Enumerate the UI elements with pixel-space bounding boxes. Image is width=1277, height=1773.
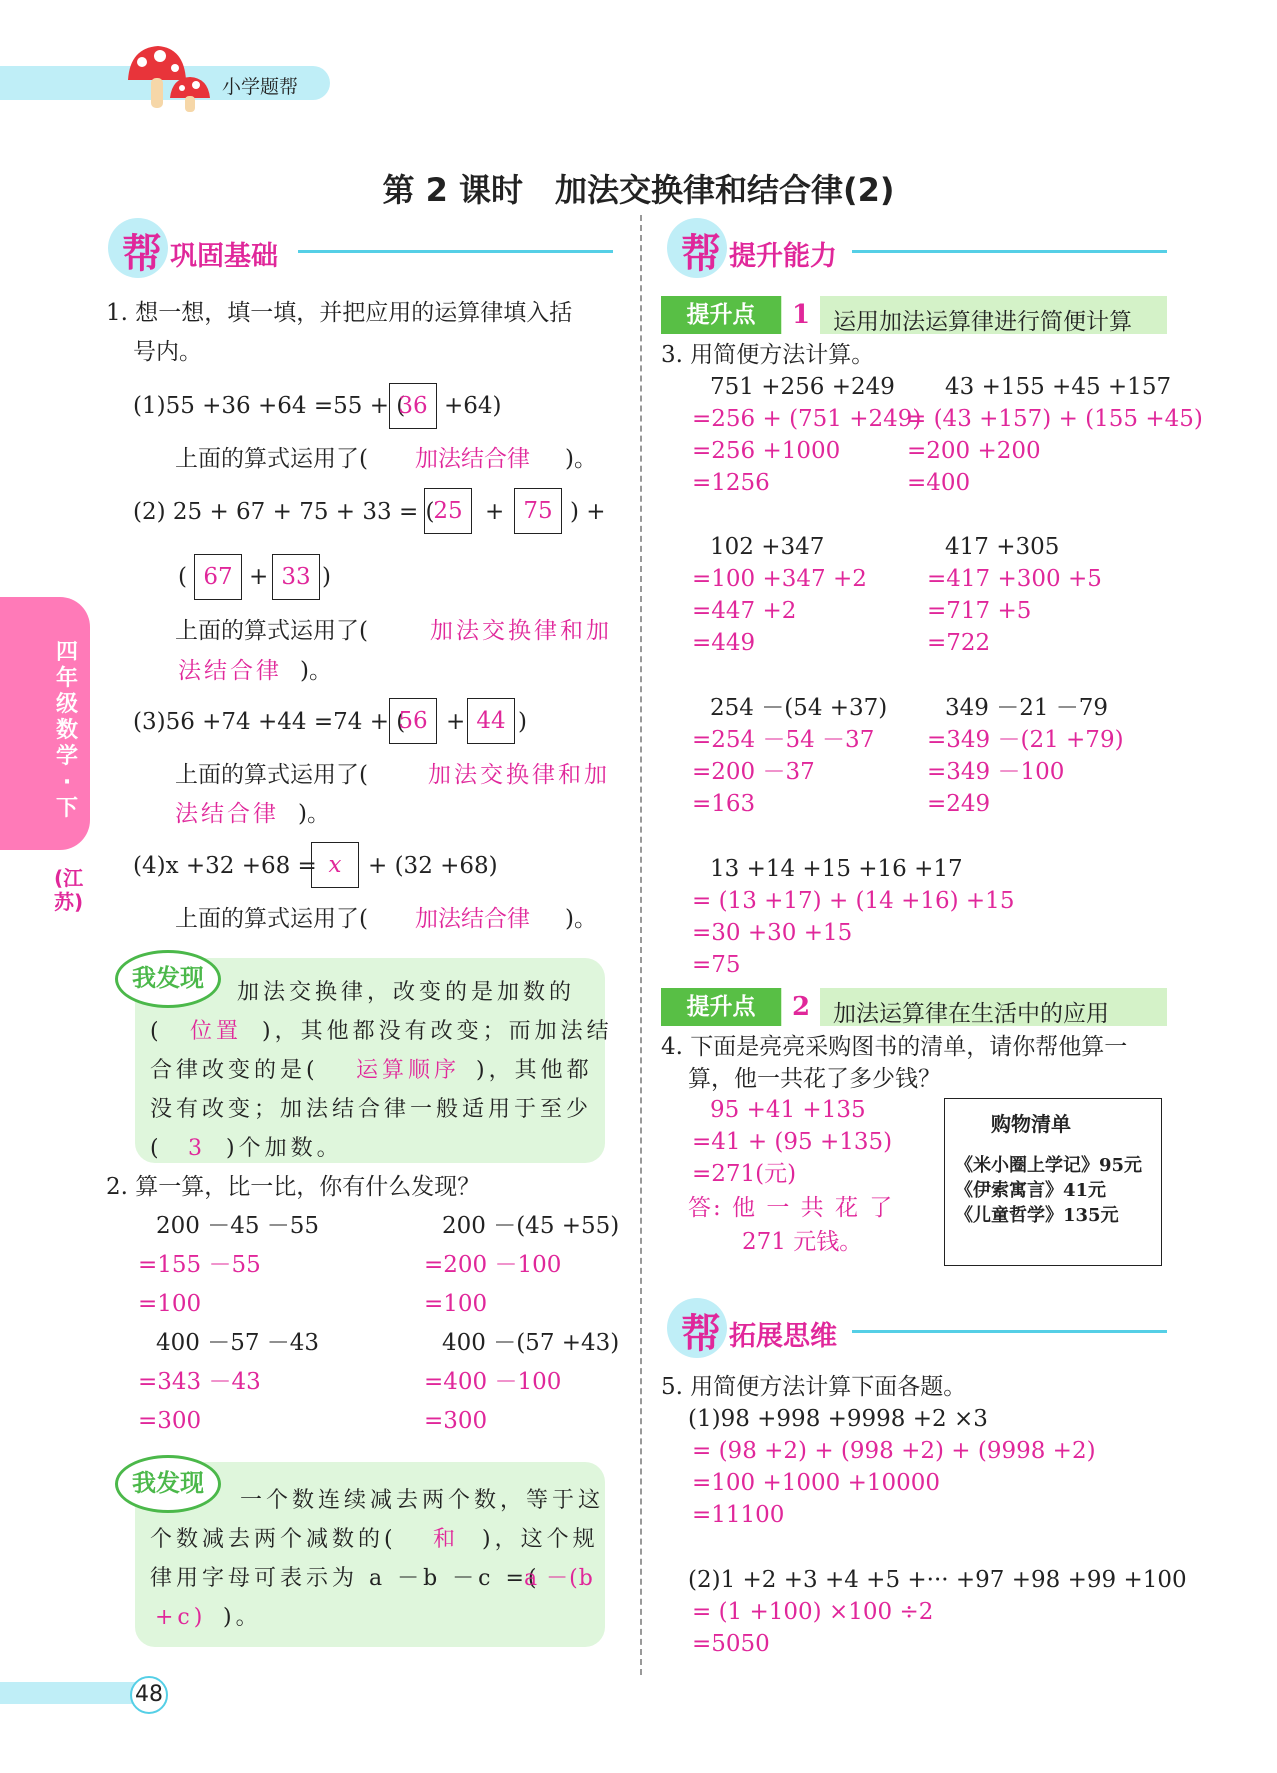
q1-p2-plus: +: [485, 499, 505, 525]
disc2-answer-formula-cont: +c): [155, 1605, 207, 1630]
disc2-line2-rest: )，这个规: [482, 1527, 599, 1552]
q1-p2-box3: 67: [194, 554, 242, 600]
section-badge-char: 帮: [681, 1311, 721, 1357]
section-header-basic: [108, 218, 613, 278]
disc2-answer-sum: 和: [433, 1527, 460, 1552]
q5-p2-step1: = (1 +100) ×100 ÷2: [692, 1599, 934, 1625]
disc1-answer-position: 位置: [190, 1019, 243, 1044]
section-rule: [298, 250, 613, 253]
q1-p2-box4: 33: [272, 554, 320, 600]
discovery-badge-1: 我发现: [115, 950, 221, 1008]
tisheng-text: 加法运算律在生活中的应用: [833, 1001, 1109, 1027]
q3-g-step3: =75: [692, 952, 741, 978]
q2-c-expr: 400 －57 －43: [156, 1330, 320, 1356]
q3-c-expr: 102 +347: [710, 534, 825, 560]
q2-a-step1: =155 －55: [138, 1252, 261, 1278]
q1-p3-close: ): [518, 709, 527, 735]
q3-a-step1: =256 + (751 +249): [692, 406, 922, 432]
q1-p1-lead: 上面的算式运用了(: [175, 446, 368, 472]
q1-p2-close2: ): [322, 564, 331, 590]
disc1-line4: 没有改变；加法结合律一般适用于至少: [150, 1097, 593, 1122]
q3-g-expr: 13 +14 +15 +16 +17: [710, 856, 963, 882]
q3-a-step3: =1256: [692, 470, 770, 496]
q2-a-expr: 200 －45 －55: [156, 1213, 320, 1239]
q1-stem-cont: 号内。: [133, 339, 202, 365]
page-title: 第 2 课时 加法交换律和结合律(2): [382, 171, 895, 209]
q1-p4-lead: 上面的算式运用了(: [175, 906, 368, 932]
q1-p2-box2: 75: [514, 488, 562, 534]
shopping-list: [944, 1098, 1162, 1266]
q1-p2-plus2: +: [249, 564, 269, 590]
tisheng-label: 提升点: [661, 988, 781, 1026]
disc1-line5-open: (: [150, 1136, 163, 1161]
q1-p2-close: ) +: [570, 499, 606, 525]
shopping-item-3: 《儿童哲学》135元: [955, 1205, 1119, 1226]
disc2-line3-lead: 律用字母可表示为 a －b －c =(: [150, 1566, 541, 1591]
disc1-line3-lead: 合律改变的是(: [150, 1058, 319, 1083]
q5-p1-step2: =100 +1000 +10000: [692, 1470, 941, 1496]
q3-b-step2: =200 +200: [907, 438, 1041, 464]
section-rule: [852, 250, 1167, 253]
q1-p1-expr-tail: +64): [444, 393, 502, 419]
section-badge-char: 帮: [122, 231, 162, 277]
shopping-item-2: 《伊索寓言》41元: [955, 1180, 1107, 1201]
q1-p2-tail: )。: [300, 658, 332, 684]
disc2-line4-rest: )。: [223, 1605, 262, 1630]
q1-p4-box: x: [311, 842, 359, 888]
q3-d-step1: =417 +300 +5: [927, 566, 1102, 592]
q3-f-step3: =249: [927, 791, 991, 817]
q1-p3-expr: (3)56 +74 +44 =74 + (: [133, 709, 406, 735]
q3-g-step2: =30 +30 +15: [692, 920, 853, 946]
q3-f-step1: =349 －(21 +79): [927, 727, 1124, 753]
q4-step1: 95 +41 +135: [710, 1097, 866, 1123]
q1-stem: 1. 想一想，填一填，并把应用的运算律填入括: [106, 300, 573, 326]
q5-p2-step2: =5050: [692, 1631, 770, 1657]
q3-d-expr: 417 +305: [945, 534, 1060, 560]
shopping-item-1: 《米小圈上学记》95元: [955, 1155, 1143, 1176]
discovery-badge-2: 我发现: [115, 1455, 221, 1513]
q4-answer-cont: 271 元钱。: [742, 1229, 863, 1255]
disc2-line2-lead: 个数减去两个减数的(: [150, 1527, 397, 1552]
q1-p3-answer: 加法交换律和加: [428, 762, 610, 788]
q3-c-step2: =447 +2: [692, 598, 797, 624]
q2-d-expr: 400 －(57 +43): [442, 1330, 620, 1356]
section-badge-char: 帮: [681, 231, 721, 277]
q5-p1-step1: = (98 +2) + (998 +2) + (9998 +2): [692, 1438, 1096, 1464]
q3-e-step1: =254 －54 －37: [692, 727, 875, 753]
q3-e-step3: =163: [692, 791, 756, 817]
q1-p2-expr: (2) 25 + 67 + 75 + 33 = (: [133, 499, 435, 525]
q1-p2-open: (: [178, 564, 187, 590]
q1-p3-tail: )。: [298, 801, 330, 827]
q1-p4-expr: (4)x +32 +68 =: [133, 853, 317, 879]
q3-a-expr: 751 +256 +249: [710, 374, 895, 400]
tisheng-label: 提升点: [661, 296, 781, 334]
q1-p4-answer: 加法结合律: [415, 906, 530, 932]
q2-d-step1: =400 －100: [424, 1369, 562, 1395]
tisheng-number: 1: [782, 296, 820, 334]
disc1-line3-rest: )，其他都: [476, 1058, 593, 1083]
section-title: 拓展思维: [729, 1321, 837, 1352]
q2-b-step1: =200 －100: [424, 1252, 562, 1278]
q4-step2: =41 + (95 +135): [692, 1129, 893, 1155]
q3-g-step1: = (13 +17) + (14 +16) +15: [692, 888, 1015, 914]
page-number: 48: [130, 1676, 168, 1714]
q3-c-step3: =449: [692, 630, 756, 656]
q2-c-step2: =300: [138, 1408, 202, 1434]
q1-p3-plus: +: [446, 709, 466, 735]
q1-p1-answer: 加法结合律: [415, 446, 530, 472]
q3-f-expr: 349 －21 －79: [945, 695, 1109, 721]
q3-b-expr: 43 +155 +45 +157: [945, 374, 1172, 400]
q2-d-step2: =300: [424, 1408, 488, 1434]
q4-stem-cont: 算，他一共花了多少钱？: [688, 1066, 941, 1092]
disc1-answer-order: 运算顺序: [356, 1058, 461, 1083]
q4-step3: =271(元): [692, 1161, 797, 1187]
q1-p4-expr-tail: + (32 +68): [368, 853, 498, 879]
q5-p1-expr: (1)98 +998 +9998 +2 ×3: [688, 1406, 988, 1432]
q1-p3-lead: 上面的算式运用了(: [175, 762, 368, 788]
footer-band: [0, 1682, 140, 1704]
side-province-label: (江苏): [54, 866, 84, 914]
section-header-improve: [667, 218, 1167, 278]
q2-b-step2: =100: [424, 1291, 488, 1317]
q1-p2-answer-cont: 法结合律: [178, 658, 282, 684]
disc1-answer-count: 3: [188, 1136, 206, 1161]
q3-b-step3: =400: [907, 470, 971, 496]
section-title: 巩固基础: [170, 241, 278, 272]
tisheng-number: 2: [782, 988, 820, 1026]
disc1-line2-rest: )，其他都没有改变；而加法结: [262, 1019, 613, 1044]
q5-stem: 5. 用简便方法计算下面各题。: [661, 1374, 967, 1400]
q1-p3-box1: 56: [389, 698, 437, 744]
q3-c-step1: =100 +347 +2: [692, 566, 867, 592]
brand-label: 小学题帮: [222, 76, 299, 98]
tisheng-text: 运用加法运算律进行简便计算: [833, 309, 1132, 335]
q1-p2-answer: 加法交换律和加: [430, 618, 612, 644]
q1-p3-answer-cont: 法结合律: [175, 801, 279, 827]
section-rule: [852, 1330, 1167, 1333]
q3-d-step3: =722: [927, 630, 991, 656]
q1-p2-box1: 25: [424, 488, 472, 534]
mushroom-logo: [120, 40, 220, 112]
q5-p1-step3: =11100: [692, 1502, 785, 1528]
q3-e-step2: =200 －37: [692, 759, 815, 785]
q3-f-step2: =349 －100: [927, 759, 1065, 785]
q1-p1-tail: )。: [565, 446, 597, 472]
tisheng-bar-1: [661, 296, 1167, 334]
section-header-expand: [667, 1298, 1167, 1358]
disc2-line1: 一个数连续减去两个数，等于这: [240, 1488, 605, 1513]
column-divider: [640, 215, 642, 1675]
q2-b-expr: 200 －(45 +55): [442, 1213, 620, 1239]
q1-p1-expr: (1)55 +36 +64 =55 + (: [133, 393, 406, 419]
q2-c-step1: =343 －43: [138, 1369, 261, 1395]
q2-stem: 2. 算一算，比一比，你有什么发现？: [106, 1174, 481, 1200]
q1-p1-box: 36: [389, 383, 437, 429]
side-grade-label: 四年级数学·下: [55, 640, 78, 821]
q5-p2-expr: (2)1 +2 +3 +4 +5 +··· +97 +98 +99 +100: [688, 1567, 1187, 1593]
tisheng-bar-2: [661, 988, 1167, 1026]
q1-p3-box2: 44: [467, 698, 515, 744]
disc1-line2-open: (: [150, 1019, 163, 1044]
q1-p2-lead: 上面的算式运用了(: [175, 618, 368, 644]
q3-d-step2: =717 +5: [927, 598, 1032, 624]
q3-b-step1: = (43 +157) + (155 +45): [907, 406, 1203, 432]
disc2-answer-formula: a －(b: [524, 1566, 594, 1591]
section-title: 提升能力: [729, 241, 837, 272]
disc1-line1: 加法交换律，改变的是加数的: [237, 980, 576, 1005]
q3-stem: 3. 用简便方法计算。: [661, 342, 875, 368]
disc1-line5-rest: )个加数。: [226, 1136, 343, 1161]
q3-e-expr: 254 －(54 +37): [710, 695, 888, 721]
q2-a-step2: =100: [138, 1291, 202, 1317]
shopping-list-title: 购物清单: [991, 1112, 1071, 1136]
q4-answer: 答: 他 一 共 花 了: [688, 1195, 895, 1221]
q4-stem: 4. 下面是亮亮采购图书的清单，请你帮他算一: [661, 1034, 1128, 1060]
q1-p4-tail: )。: [565, 906, 597, 932]
q3-a-step2: =256 +1000: [692, 438, 841, 464]
